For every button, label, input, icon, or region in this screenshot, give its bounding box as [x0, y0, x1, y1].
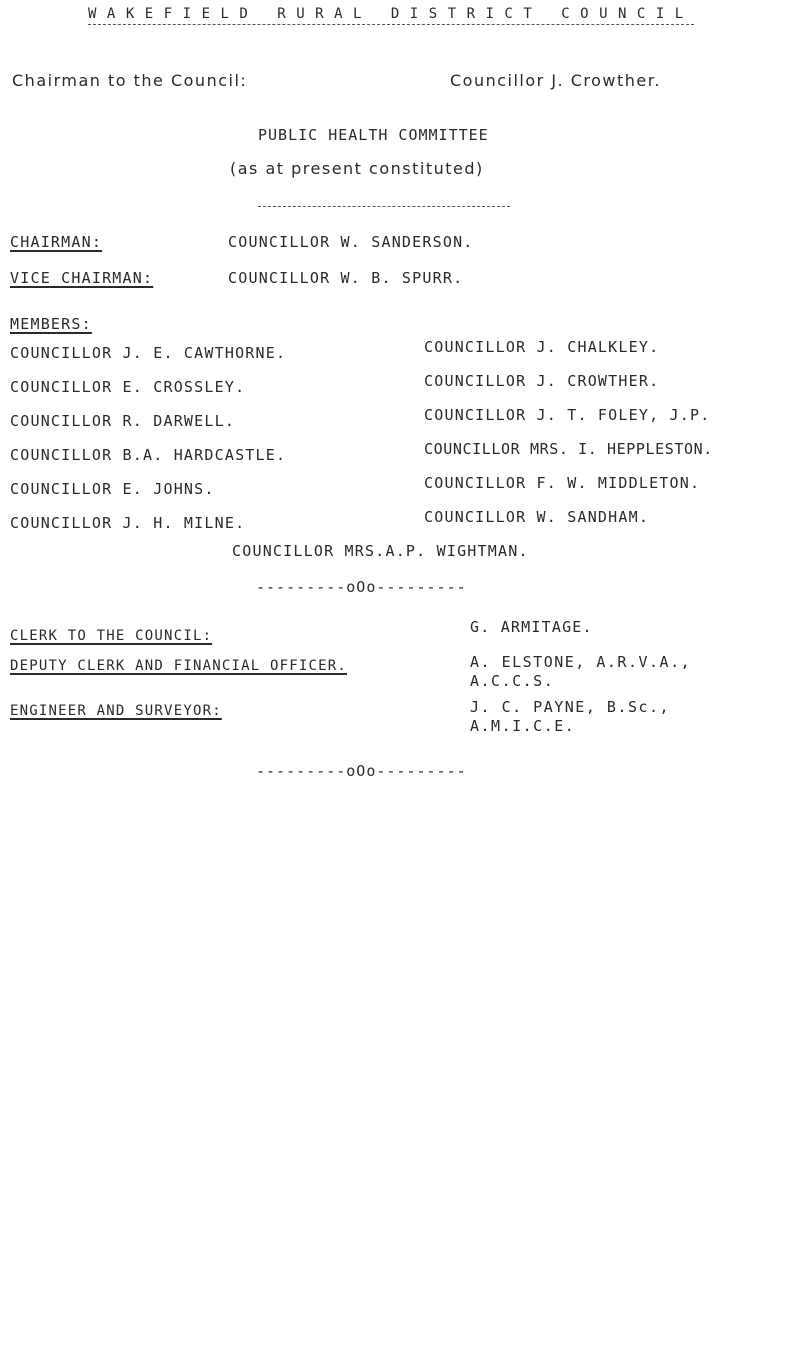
separator-2: ---------oOo---------: [256, 762, 467, 780]
member-item: COUNCILLOR R. DARWELL.: [10, 412, 236, 430]
committee-subtitle: (as at present constituted): [230, 159, 484, 178]
member-item: COUNCILLOR B.A. HARDCASTLE.: [10, 446, 287, 464]
member-item: COUNCILLOR J. T. FOLEY, J.P.: [424, 406, 711, 424]
deputy-clerk-label: DEPUTY CLERK AND FINANCIAL OFFICER.: [10, 658, 348, 674]
vice-chairman-name: COUNCILLOR W. B. SPURR.: [228, 269, 464, 287]
council-title: WAKEFIELD RURAL DISTRICT COUNCIL: [88, 6, 694, 25]
engineer-name-line2: A.M.I.C.E.: [470, 717, 576, 735]
member-item: COUNCILLOR J. E. CAWTHORNE.: [10, 344, 287, 362]
clerk-name: G. ARMITAGE.: [470, 618, 593, 636]
deputy-clerk-name-line2: A.C.C.S.: [470, 672, 555, 690]
chairman-label: Chairman to the Council:: [12, 71, 248, 90]
clerk-label: CLERK TO THE COUNCIL:: [10, 628, 213, 644]
vice-chairman-label: VICE CHAIRMAN:: [10, 269, 154, 287]
member-item: COUNCILLOR E. CROSSLEY.: [10, 378, 246, 396]
member-item: COUNCILLOR J. H. MILNE.: [10, 514, 246, 532]
member-item: COUNCILLOR E. JOHNS.: [10, 480, 215, 498]
member-item-last: COUNCILLOR MRS.A.P. WIGHTMAN.: [232, 542, 529, 560]
separator-1: ---------oOo---------: [256, 578, 467, 596]
member-item: COUNCILLOR W. SANDHAM.: [424, 508, 650, 526]
member-item: COUNCILLOR J. CHALKLEY.: [424, 338, 660, 356]
members-label: MEMBERS:: [10, 315, 92, 333]
member-item: COUNCILLOR J. CROWTHER.: [424, 372, 660, 390]
member-item: COUNCILLOR MRS. I. HEPPLESTON.: [424, 440, 713, 458]
chairman-name: Councillor J. Crowther.: [450, 71, 661, 90]
engineer-name-line1: J. C. PAYNE, B.Sc.,: [470, 698, 671, 716]
deputy-clerk-name-line1: A. ELSTONE, A.R.V.A.,: [470, 653, 692, 671]
chairman-role-label: CHAIRMAN:: [10, 233, 103, 251]
member-item: COUNCILLOR F. W. MIDDLETON.: [424, 474, 701, 492]
committee-chairman-name: COUNCILLOR W. SANDERSON.: [228, 233, 474, 251]
header-divider: [258, 206, 510, 207]
engineer-label: ENGINEER AND SURVEYOR:: [10, 703, 222, 719]
committee-title: PUBLIC HEALTH COMMITTEE: [258, 126, 489, 144]
